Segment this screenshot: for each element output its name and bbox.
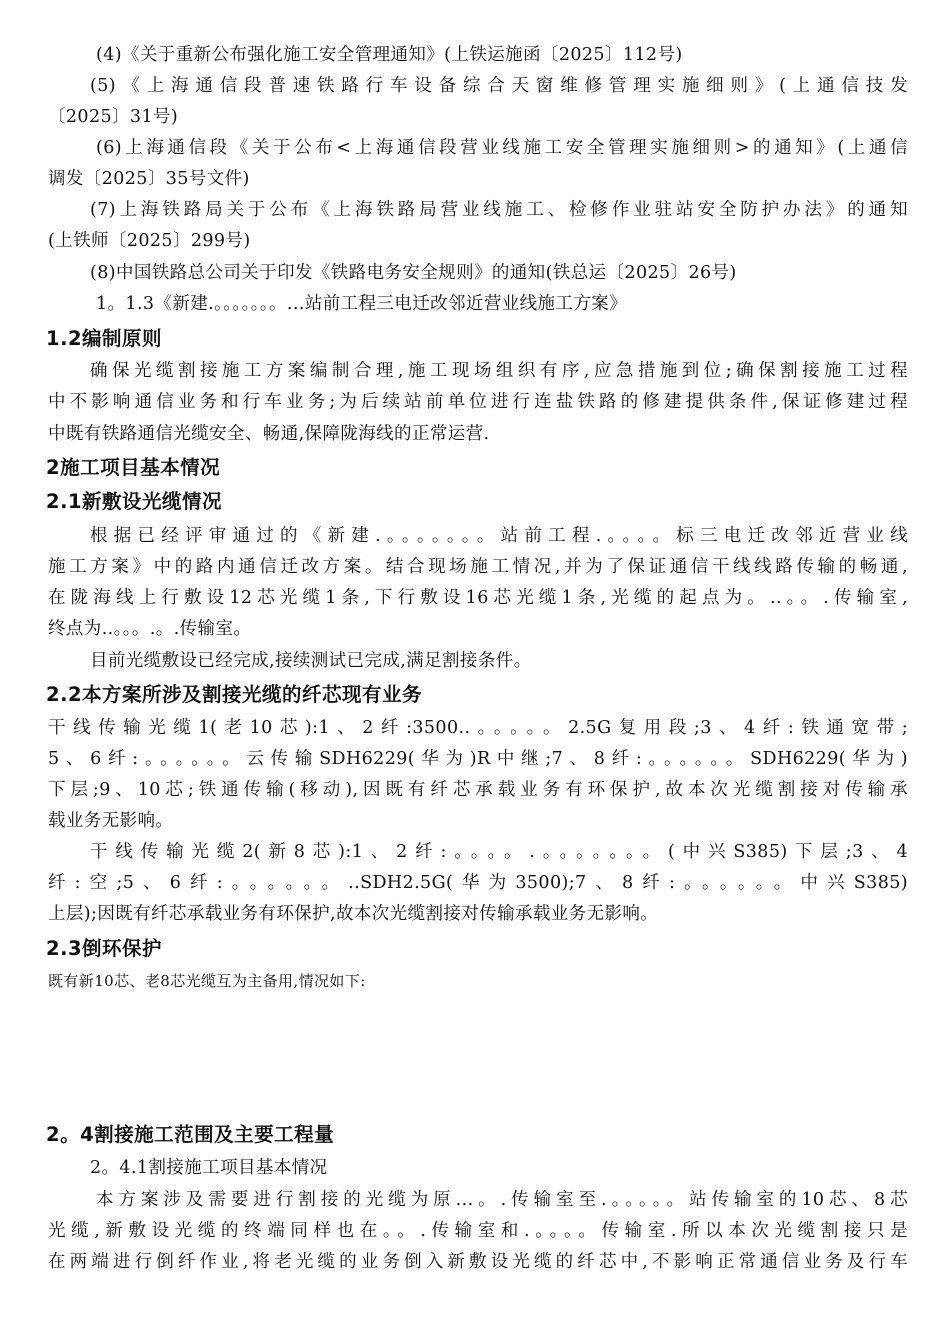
paragraph-fiber-line: 纤:空;5、6纤:。。。。。。..SDH2.5G(华为3500);7、8纤:。。。。。。中兴S385) [48, 873, 908, 893]
paragraph-principles-line: 中既有铁路通信光缆安全、畅通,保障陇海线的正常运营. [48, 424, 490, 444]
paragraph-fiber-line: 载业务无影响。 [48, 811, 174, 831]
paragraph-fiber-line: 5、6纤:。。。。。。云传输SDH6229(华为)R中继;7、8纤:。。。。。。SDH6229(华为) [48, 749, 908, 769]
paragraph-scope-line: 光缆,新敷设光缆的终端同样也在。。.传输室和.。。。。传输室.所以本次光缆割接只是 [48, 1221, 908, 1241]
reference-item-5-cont: 〔2025〕31号) [48, 107, 179, 127]
paragraph-scope-line: 本方案涉及需要进行割接的光缆为原...。.传输室至.。。。。。站传输室的10芯、8芯 [96, 1190, 908, 1210]
reference-item-8: (8)中国铁路总公司关于印发《铁路电务安全规则》的通知(铁总运〔2025〕26号) [90, 263, 737, 283]
paragraph-fiber-line: 下层;9、10芯;铁通传输(移动),因既有纤芯承载业务有环保护,故本次光缆割接对传输承 [48, 780, 908, 800]
paragraph-ring-protection: 既有新10芯、老8芯光缆互为主备用,情况如下: [48, 972, 366, 990]
paragraph-cable-line: 施工方案》中的路内通信迁改方案。结合现场施工情况,并为了保证通信干线线路传输的畅通, [48, 557, 908, 577]
reference-item-4: (4)《关于重新公布强化施工安全管理通知》(上铁运施函〔2025〕112号) [96, 45, 683, 65]
paragraph-fiber-line: 干线传输光缆2(新8芯):1、2纤:。。。。.。。。。。。。(中兴S385)下层;3、4 [90, 842, 908, 862]
paragraph-scope-line: 在两端进行倒纤作业,将老光缆的业务倒入新敷设光缆的纤芯中,不影响正常通信业务及行车 [48, 1252, 908, 1272]
paragraph-cable-line: 终点为..。。。.。.传输室。 [48, 619, 252, 639]
heading-2-1: 2.1新敷设光缆情况 [46, 490, 223, 513]
reference-item-7-cont: (上铁师〔2025〕299号) [48, 231, 251, 251]
heading-2-4: 2。4割接施工范围及主要工程量 [46, 1123, 335, 1146]
reference-item-6-cont: 调发〔2025〕35号文件) [48, 169, 250, 189]
paragraph-cable-line: 根据已经评审通过的《新建.。。。。。。。站前工程.。。。。标三电迁改邻近营业线 [90, 526, 908, 546]
paragraph-fiber-line: 上层);因既有纤芯承载业务有环保护,故本次光缆割接对传输承载业务无影响。 [48, 904, 659, 924]
reference-item-5: (5)《上海通信段普速铁路行车设备综合天窗维修管理实施细则》(上通信技发 [90, 76, 908, 96]
paragraph-principles-line: 确保光缆割接施工方案编制合理,施工现场组织有序,应急措施到位;确保割接施工过程 [90, 361, 908, 381]
paragraph-cable-status: 目前光缆敷设已经完成,接续测试已完成,满足割接条件。 [90, 651, 532, 671]
reference-item-6: (6)上海通信段《关于公布<上海通信段营业线施工安全管理实施细则>的通知》(上通信 [96, 138, 908, 158]
heading-2-3: 2.3倒环保护 [46, 937, 163, 960]
heading-1-2: 1.2编制原则 [46, 327, 163, 350]
paragraph-cable-line: 在陇海线上行敷设12芯光缆1条,下行敷设16芯光缆1条,光缆的起点为。..。。.传输室, [48, 588, 908, 608]
paragraph-principles-line: 中不影响通信业务和行车业务;为后续站前单位进行连盐铁路的修建提供条件,保证修建过程 [48, 392, 908, 412]
reference-item-7: (7)上海铁路局关于公布《上海铁路局营业线施工、检修作业驻站安全防护办法》的通知 [90, 200, 908, 220]
paragraph-fiber-line: 干线传输光缆1(老10芯):1、2纤:3500..。。。。。2.5G复用段;3、4纤:铁通宽带; [48, 718, 908, 738]
heading-2: 2施工项目基本情况 [46, 456, 221, 479]
reference-item-113: 1。1.3《新建.。。。。。。。...站前工程三电迁改邻近营业线施工方案》 [96, 294, 628, 314]
heading-2-2: 2.2本方案所涉及割接光缆的纤芯现有业务 [46, 683, 423, 706]
subheading-2-4-1: 2。4.1割接施工项目基本情况 [90, 1158, 328, 1178]
